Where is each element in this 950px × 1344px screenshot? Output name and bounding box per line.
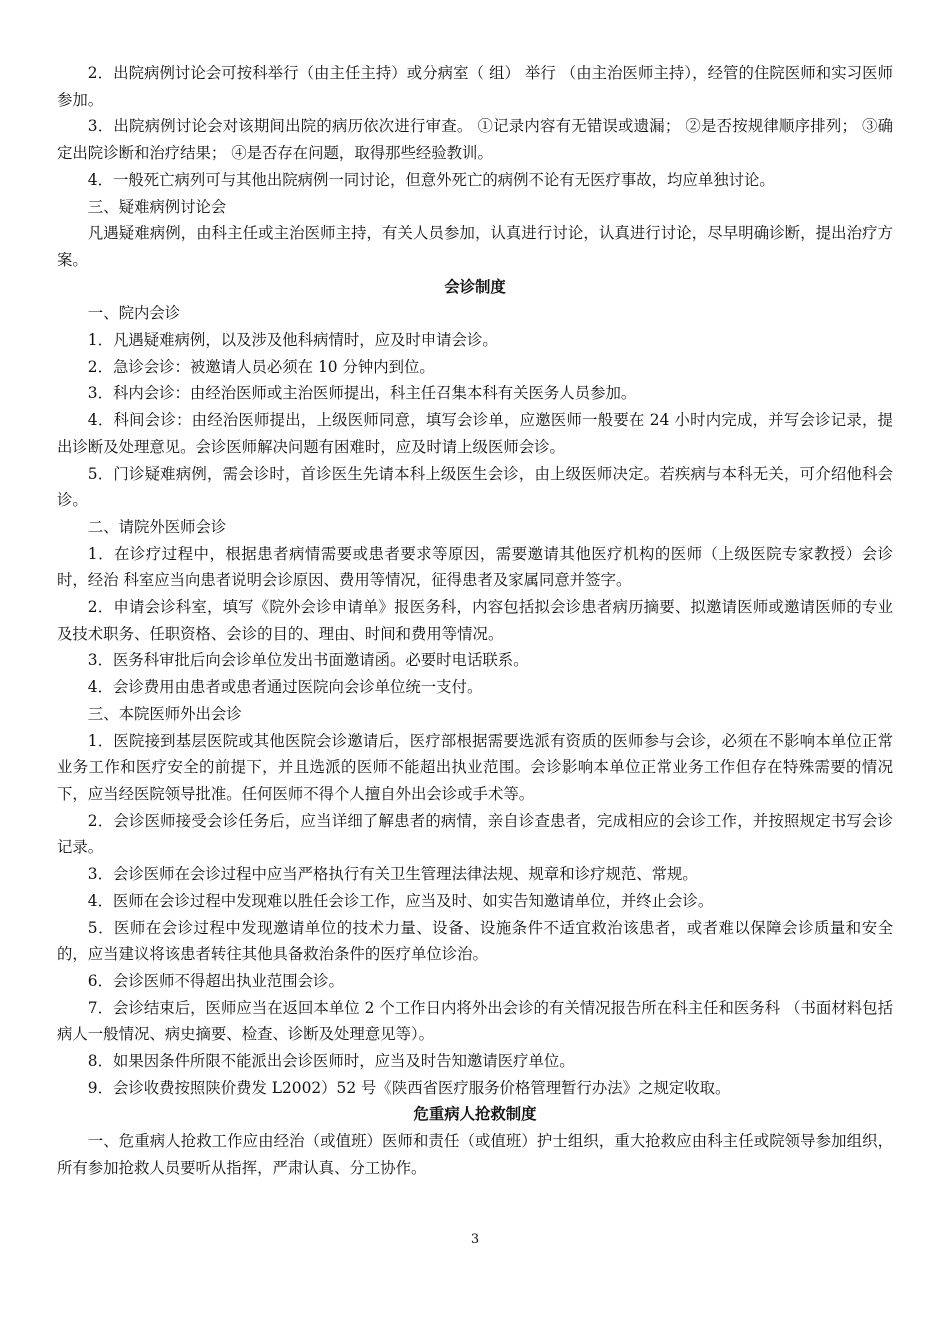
paragraph: 1．在诊疗过程中，根据患者病情需要或患者要求等原因，需要邀请其他医疗机构的医师（上级医院专家教授）会诊时，经治 科室应当向患者说明会诊原因、费用等情况，征得患者及家属同意并签字。: [57, 544, 893, 590]
paragraph: 3．科内会诊：由经治医师或主治医师提出，科主任召集本科有关医务人员参加。: [87, 384, 637, 403]
paragraph: 1．凡遇疑难病例，以及涉及他科病情时，应及时申请会诊。: [87, 331, 498, 350]
section-heading: 危重病人抢救制度: [413, 1105, 537, 1124]
paragraph: 3．出院病例讨论会对该期间出院的病历依次进行审查。 ①记录内容有无错误或遗漏； ②是否按规律顺序排列； ③确定出院诊断和治疗结果； ④是否存在问题，取得那些经验教训。: [57, 117, 893, 163]
paragraph: 一、院内会诊: [87, 304, 181, 323]
paragraph: 5．医师在会诊过程中发现邀请单位的技术力量、设备、设施条件不适宜救治该患者，或者难以保障会诊质量和安全的，应当建议将该患者转往其他具备救治条件的医疗单位诊治。: [57, 918, 893, 964]
document-body: [57, 60, 893, 1182]
paragraph: 2．申请会诊科室，填写《院外会诊申请单》报医务科，内容包括拟会诊患者病历摘要、拟邀请医师或邀请医师的专业及技术职务、任职资格、会诊的目的、理由、时间和费用等情况。: [57, 598, 893, 643]
paragraph: 2．会诊医师接受会诊任务后，应当详细了解患者的病情，亲自诊查患者，完成相应的会诊工作，并按照规定书写会诊记录。: [57, 811, 893, 857]
paragraph: 4．医师在会诊过程中发现难以胜任会诊工作，应当及时、如实告知邀请单位，并终止会诊。: [87, 891, 714, 910]
paragraph: 4．一般死亡病列可与其他出院病例一同讨论，但意外死亡的病例不论有无医疗事故，均应单独讨论。: [87, 170, 775, 189]
paragraph: 9．会诊收费按照陕价费发 L2002）52 号《陕西省医疗服务价格管理暂行办法》之规定收取。: [87, 1078, 731, 1097]
paragraph: 凡遇疑难病例，由科主任或主治医师主持，有关人员参加，认真进行讨论，认真进行讨论，尽早明确诊断，提出治疗方案。: [57, 224, 893, 269]
paragraph: 7．会诊结束后，医师应当在返回本单位 2 个工作日内将外出会诊的有关情况报告所在科主任和医务科 （书面材料包括病人一般情况、病史摘要、检查、诊断及处理意见等）。: [57, 998, 893, 1044]
paragraph: 三、疑难病例讨论会: [87, 197, 227, 216]
paragraph: 4．会诊费用由患者或患者通过医院向会诊单位统一支付。: [87, 678, 483, 697]
paragraph: 3．会诊医师在会诊过程中应当严格执行有关卫生管理法律法规、规章和诊疗规范、常规。: [87, 865, 698, 884]
page-number: 3: [470, 1232, 480, 1247]
paragraph: 4．科间会诊：由经治医师提出，上级医师同意，填写会诊单，应邀医师一般要在 24 小时内完成，并写会诊记录，提出诊断及处理意见。会诊医师解决问题有困难时，应及时请上级医师会诊。: [57, 411, 893, 456]
paragraph: 5．门诊疑难病例，需会诊时，首诊医生先请本科上级医生会诊，由上级医师决定。若疾病与本科无关，可介绍他科会诊。: [57, 464, 893, 510]
paragraph: 1．医院接到基层医院或其他医院会诊邀请后，医疗部根据需要选派有资质的医师参与会诊，必须在不影响本单位正常业务工作和医疗安全的前提下，并且选派的医师不能超出执业范围。会诊影响本单位正常业务工作但存在特殊需要的情况下，应当经医院领导批准。任何医师不得个人擅自外出会诊或手术等。: [57, 731, 893, 803]
paragraph: 三、本院医师外出会诊: [87, 704, 242, 723]
paragraph: 2．急诊会诊：被邀请人员必须在 10 分钟内到位。: [87, 357, 435, 376]
paragraph: 8．如果因条件所限不能派出会诊医师时，应当及时告知邀请医疗单位。: [87, 1052, 575, 1071]
paragraph: 2．出院病例讨论会可按科举行（由主任主持）或分病室（ 组） 举行 （由主治医师主持），经管的住院医师和实习医师参加。: [57, 64, 893, 109]
paragraph: 6．会诊医师不得超出执业范围会诊。: [87, 971, 344, 990]
paragraph: 二、请院外医师会诊: [87, 517, 227, 536]
paragraph: 一、危重病人抢救工作应由经治（或值班）医师和责任（或值班）护士组织，重大抢救应由科主任或院领导参加组织，所有参加抢救人员要听从指挥，严肃认真、分工协作。: [57, 1132, 893, 1177]
paragraph: 3．医务科审批后向会诊单位发出书面邀请函。必要时电话联系。: [87, 651, 529, 670]
section-heading: 会诊制度: [444, 277, 506, 296]
